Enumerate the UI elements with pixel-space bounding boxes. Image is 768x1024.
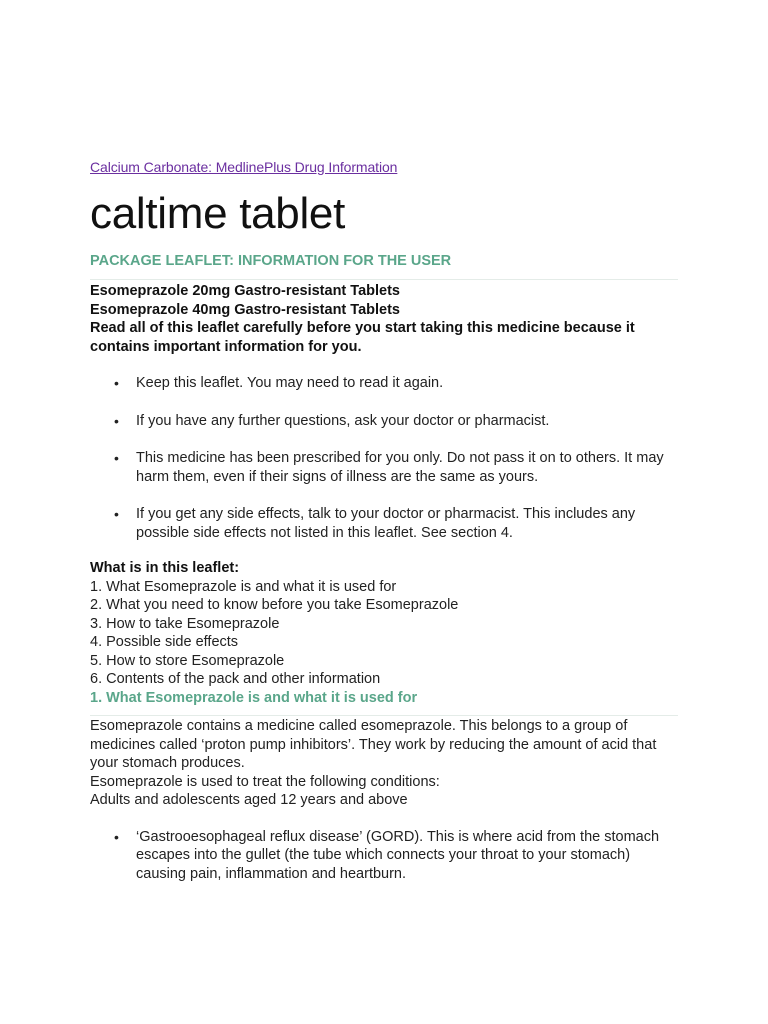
toc-item: 3. How to take Esomeprazole bbox=[90, 615, 280, 632]
toc-title: What is in this leaflet: bbox=[90, 560, 240, 576]
toc-item: 4. Possible side effects bbox=[90, 634, 239, 650]
advice-bullet-list bbox=[90, 374, 678, 542]
list-item: • If you have any further questions, ask your doctor or pharmacist. bbox=[114, 412, 550, 429]
paragraph: Esomeprazole is used to treat the following conditions: bbox=[90, 773, 440, 790]
toc-item: 2. What you need to know before you take Esomeprazole bbox=[90, 597, 459, 613]
intro-line-20mg: Esomeprazole 20mg Gastro-resistant Tablets bbox=[90, 283, 400, 299]
document-page bbox=[90, 158, 678, 883]
section-1-body bbox=[90, 717, 678, 810]
list-item: • This medicine has been prescribed for you only. Do not pass it on to others. It may harm them, even if their signs of illness are the same as yours. bbox=[114, 450, 664, 485]
list-item: • If you get any side effects, talk to your doctor or pharmacist. This includes any possible side effects not listed in this leaflet. See section 4. bbox=[114, 506, 636, 541]
toc-list bbox=[90, 578, 678, 689]
toc-item: 1. What Esomeprazole is and what it is used for bbox=[90, 578, 397, 595]
section-1-heading: 1. What Esomeprazole is and what it is used for bbox=[90, 689, 678, 717]
bullet-icon: • bbox=[114, 412, 119, 429]
toc-item: 6. Contents of the pack and other information bbox=[90, 671, 381, 687]
bullet-icon: • bbox=[114, 375, 119, 391]
intro-line-read-leaflet: Read all of this leaflet carefully before you start taking this medicine because it contains important information for you. bbox=[90, 320, 635, 355]
bullet-icon: • bbox=[114, 450, 119, 466]
intro-line-40mg: Esomeprazole 40mg Gastro-resistant Tablets bbox=[90, 301, 400, 318]
paragraph: Adults and adolescents aged 12 years and above bbox=[90, 792, 408, 808]
medlineplus-link[interactable]: Calcium Carbonate: MedlinePlus Drug Information bbox=[90, 159, 398, 175]
package-leaflet-heading: PACKAGE LEAFLET: INFORMATION FOR THE USER bbox=[90, 252, 678, 280]
toc-item: 5. How to store Esomeprazole bbox=[90, 652, 285, 669]
list-item: • Keep this leaflet. You may need to read it again. bbox=[114, 375, 444, 391]
page-title: caltime tablet bbox=[90, 189, 346, 238]
conditions-bullet-list bbox=[90, 828, 678, 884]
intro-block bbox=[90, 282, 678, 356]
bullet-icon: • bbox=[114, 506, 119, 522]
paragraph: Esomeprazole contains a medicine called esomeprazole. This belongs to a group of medicines called ‘proton pump inhibitors’. They work by reducing the amount of acid that your stomach produces. bbox=[90, 718, 657, 771]
list-item: • ‘Gastrooesophageal reflux disease’ (GORD). This is where acid from the stomach escapes into the gullet (the tube which connects your throat to your stomach) causing pain, inflammation and heartburn. bbox=[114, 828, 660, 882]
bullet-icon: • bbox=[114, 828, 119, 845]
